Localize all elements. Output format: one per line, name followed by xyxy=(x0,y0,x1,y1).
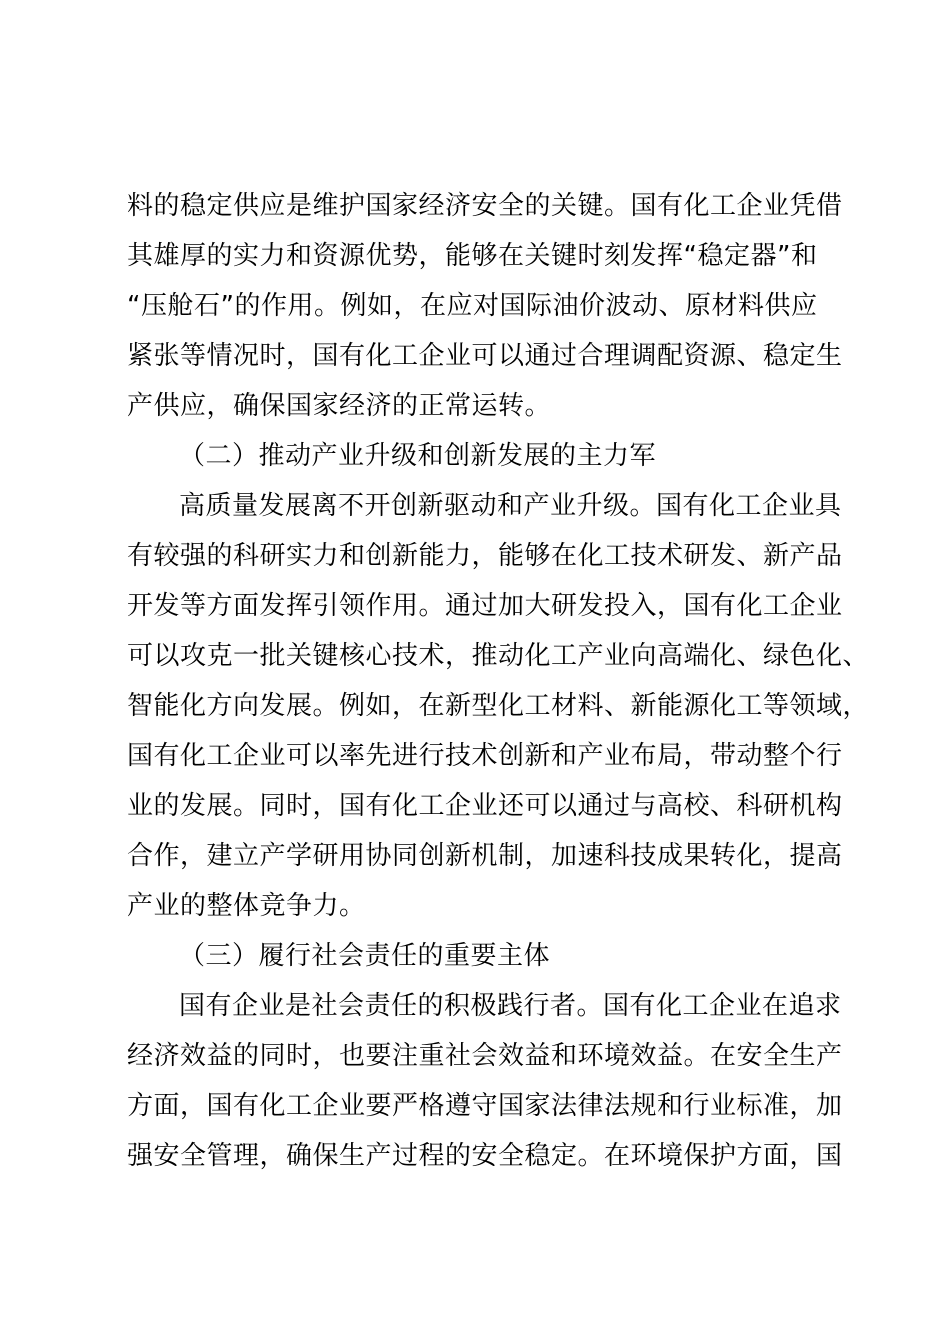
text-line: 其雄厚的实力和资源优势，能够在关键时刻发挥“稳定器”和 xyxy=(127,241,818,271)
text-line: 紧张等情况时，国有化工企业可以通过合理调配资源、稳定生 xyxy=(127,341,843,371)
text-line: 产业的整体竞争力。 xyxy=(127,891,366,921)
text-line: 经济效益的同时，也要注重社会效益和环境效益。在安全生产 xyxy=(127,1041,843,1071)
text-line: 有较强的科研实力和创新能力，能够在化工技术研发、新产品 xyxy=(127,541,843,571)
text-line: 智能化方向发展。例如，在新型化工材料、新能源化工等领域， xyxy=(127,691,870,721)
text-line: 开发等方面发挥引领作用。通过加大研发投入，国有化工企业 xyxy=(127,591,843,621)
text-line: 国有化工企业可以率先进行技术创新和产业布局，带动整个行 xyxy=(127,741,843,771)
text-line: 高质量发展离不开创新驱动和产业升级。国有化工企业具 xyxy=(179,491,842,521)
text-line: 产供应，确保国家经济的正常运转。 xyxy=(127,391,552,421)
text-line: 国有企业是社会责任的积极践行者。国有化工企业在追求 xyxy=(179,991,842,1021)
text-line: 强安全管理，确保生产过程的安全稳定。在环境保护方面，国 xyxy=(127,1141,843,1171)
text-line: 业的发展。同时，国有化工企业还可以通过与高校、科研机构 xyxy=(127,791,843,821)
text-line: “压舱石”的作用。例如，在应对国际油价波动、原材料供应 xyxy=(127,291,818,321)
section-heading: （三）履行社会责任的重要主体 xyxy=(179,941,551,971)
text-line: 方面，国有化工企业要严格遵守国家法律法规和行业标准，加 xyxy=(127,1091,843,1121)
text-line: 料的稳定供应是维护国家经济安全的关键。国有化工企业凭借 xyxy=(127,191,843,221)
document-body xyxy=(127,181,870,1181)
text-line: 合作，建立产学研用协同创新机制，加速科技成果转化，提高 xyxy=(127,841,843,871)
text-line: 可以攻克一批关键核心技术，推动化工产业向高端化、绿色化、 xyxy=(127,641,870,671)
section-heading: （二）推动产业升级和创新发展的主力军 xyxy=(179,441,657,471)
